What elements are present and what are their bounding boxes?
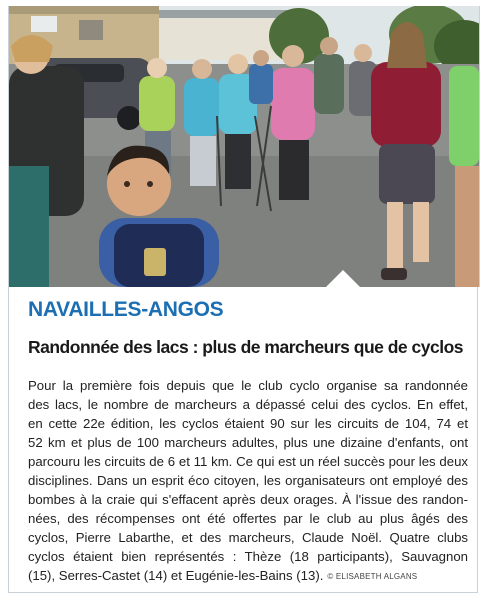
article-body-line: disciplines. Dans un esprit éco citoyen, les organisateurs ont employé des (28, 473, 468, 488)
article-body-line: 52 km et plus de 100 marcheurs adultes, plus une dizaine d'enfants, ont (28, 435, 468, 450)
article-body-line: en cette 22e édition, les cyclos étaient 90 sur les circuits de 104, 74 et (28, 416, 468, 431)
photo-caption-notch (326, 270, 360, 287)
article-photo-hikers (8, 6, 480, 287)
article-body-line: cyclos étaient bien représentés : Thèze (18 participants), Sauvagnon (28, 549, 468, 564)
article-body-line: Pour la première fois depuis que le club cyclo organise sa randonnée (28, 378, 468, 393)
photo-credit: © ELISABETH ALGANS (327, 572, 418, 581)
article-headline: Randonnée des lacs : plus de marcheurs que de cyclos (28, 337, 463, 357)
article-body-line: bombes à la craie qui s'effacent après deux orages. À l'issue des randon- (28, 492, 468, 507)
article-kicker: NAVAILLES-ANGOS (28, 298, 224, 321)
article-body-line: des lacs, le nombre de marcheurs a dépassé celui des cyclos. En effet, (28, 397, 468, 412)
article-body-line: cyclos, Pierre Labarthe, et des marcheurs, Claude Noël. Quatre clubs (28, 530, 468, 545)
article-body-line: nées, des récompenses ont été offertes par le club au plus âgés des (28, 511, 468, 526)
article-body (28, 376, 468, 585)
article-body-line: parcouru les circuits de 6 et 11 km. Ce qui est un réel succès pour les deux (28, 454, 468, 469)
article-body-line: (15), Serres-Castet (14) et Eugénie-les-Bains (13). (28, 568, 324, 583)
article-body-last-line (28, 566, 468, 585)
